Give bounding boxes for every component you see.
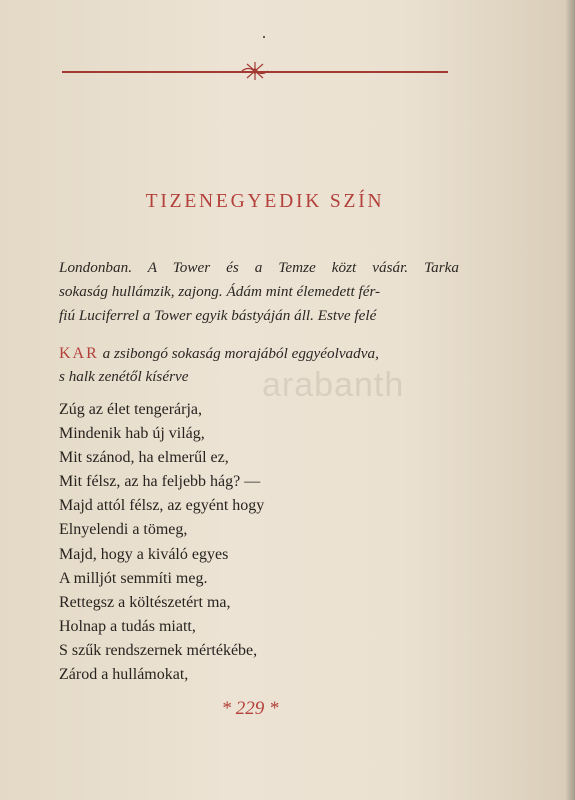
- verse-line: A milljót semmíti meg.: [59, 569, 208, 587]
- chorus-line: s halk zenétől kísérve: [59, 368, 189, 385]
- verse-line: Rettegsz a költészetért ma,: [59, 593, 231, 611]
- page-edge-shadow: [565, 0, 575, 800]
- ornamental-rule: [62, 60, 448, 82]
- stage-direction-line: fiú Luciferrel a Tower egyik bástyáján áll. Estve felé: [59, 307, 377, 324]
- chorus-line-text: a zsibongó sokaság morajából eggyéolvadva,: [102, 345, 379, 362]
- verse-block: [59, 398, 419, 687]
- speaker-name: KAR: [59, 345, 99, 362]
- stage-direction: [59, 256, 459, 328]
- watermark: arabanth: [262, 366, 405, 404]
- verse-line: Majd, hogy a kiváló egyes: [59, 545, 229, 563]
- stage-direction-line: sokaság hullámzik, zajong. Ádám mint élemedett fér-: [59, 283, 381, 300]
- chorus-line: [59, 342, 459, 365]
- verse-line: Mit szánod, ha elmerűl ez,: [59, 449, 229, 467]
- verse-line: S szűk rendszernek mértékébe,: [59, 641, 258, 659]
- verse-line: Mindenik hab új világ,: [59, 425, 205, 443]
- verse-line: Holnap a tudás miatt,: [59, 617, 196, 635]
- ink-speck: [263, 36, 265, 38]
- verse-line: Mit félsz, az ha feljebb hág? —: [59, 473, 261, 491]
- verse-line: Zúg az élet tengerárja,: [59, 401, 203, 418]
- scene-heading: TIZENEGYEDIK SZÍN: [145, 191, 385, 212]
- verse-line: Zárod a hullámokat,: [59, 666, 189, 684]
- verse-line: Elnyelendi a tömeg,: [59, 521, 188, 539]
- ornament-icon: [238, 60, 272, 82]
- verse-line: Majd attól félsz, az egyént hogy: [59, 497, 265, 515]
- stage-direction-line: Londonban. A Tower és a Temze közt vásár. Tarka: [59, 259, 459, 276]
- page-number: * 229 *: [221, 698, 279, 719]
